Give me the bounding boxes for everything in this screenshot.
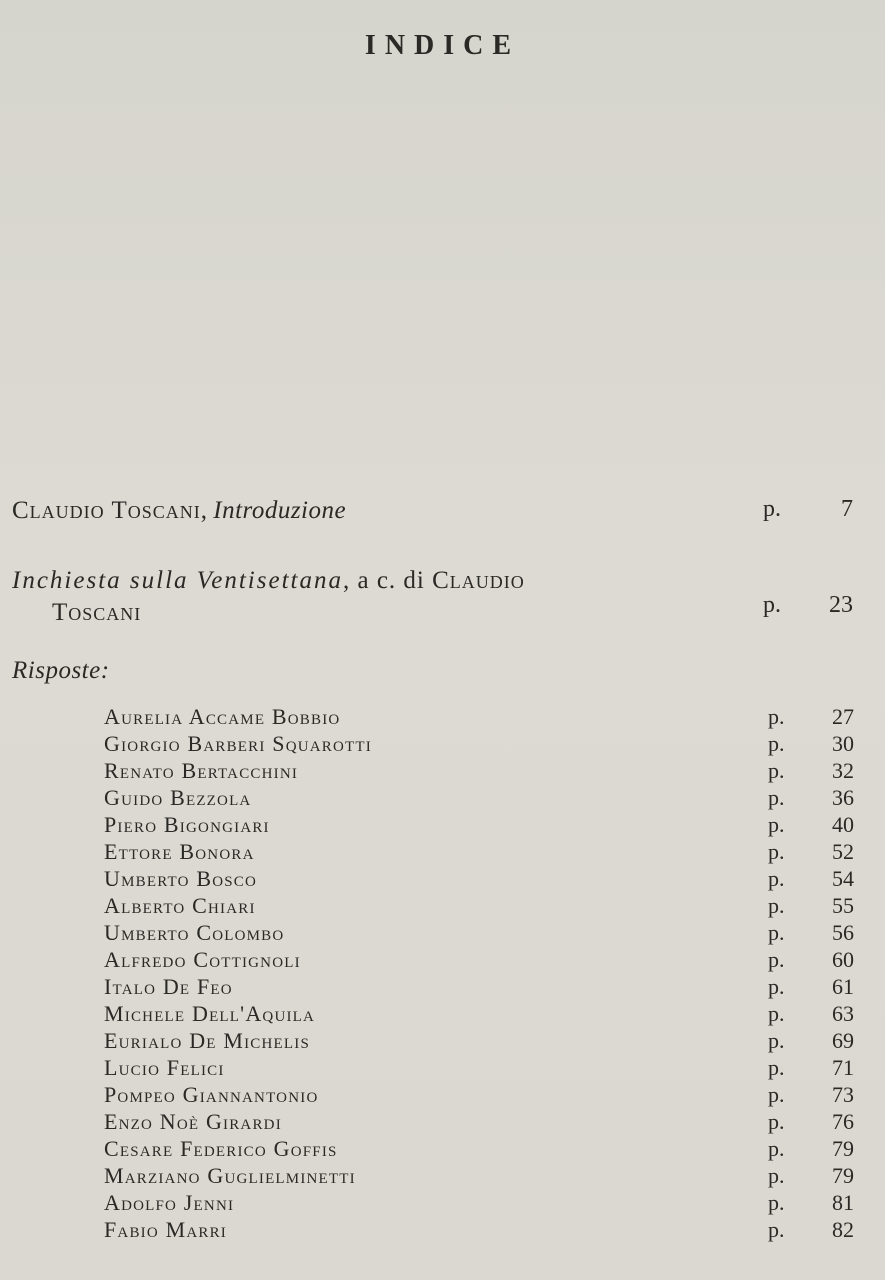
list-item [104, 1135, 854, 1162]
list-item [104, 946, 854, 973]
list-item [104, 1162, 854, 1189]
entry-page-ref [768, 811, 854, 838]
responses-list [104, 703, 854, 1243]
page-prefix: p. [763, 496, 781, 522]
entry-page-ref [768, 1135, 854, 1162]
page-number: 82 [832, 1217, 854, 1242]
entry-page-ref [768, 1162, 854, 1189]
entry-page-ref [768, 730, 854, 757]
page-prefix: p. [768, 1217, 785, 1242]
entry-work: Introduzione [213, 497, 347, 524]
page-number: 73 [832, 1082, 854, 1107]
respondent-name: Giorgio Barberi Squarotti [104, 731, 372, 756]
respondent-name: Lucio Felici [104, 1055, 225, 1080]
index-entry-inchiesta [12, 564, 852, 597]
respondent-name: Ettore Bonora [104, 839, 255, 864]
page-number: 63 [832, 1001, 854, 1026]
respondent-name: Alberto Chiari [104, 893, 256, 918]
page-prefix: p. [768, 1109, 785, 1134]
entry-page-ref [768, 946, 854, 973]
page-number: 56 [832, 920, 854, 945]
respondent-name: Piero Bigongiari [104, 812, 270, 837]
entry-middle: , a c. di [342, 567, 433, 594]
respondent-name: Cesare Federico Goffis [104, 1136, 338, 1161]
respondent-name: Renato Bertacchini [104, 758, 299, 783]
page-number: 76 [832, 1109, 854, 1134]
entry-page-ref [768, 703, 854, 730]
entry-page-ref [768, 784, 854, 811]
entry-page-ref [768, 1189, 854, 1216]
respondent-name: Michele Dell'Aquila [104, 1001, 316, 1026]
list-item [104, 811, 854, 838]
respondent-name: Pompeo Giannantonio [104, 1082, 319, 1107]
page-prefix: p. [768, 1028, 785, 1053]
page-prefix: p. [768, 893, 785, 918]
respondent-name: Eurialo De Michelis [104, 1028, 311, 1053]
page-number: 60 [832, 947, 854, 972]
page-prefix: p. [768, 1163, 785, 1188]
page-prefix: p. [768, 812, 785, 837]
page-number: 32 [832, 758, 854, 783]
page-prefix: p. [768, 758, 785, 783]
page-prefix: p. [768, 1190, 785, 1215]
page-prefix: p. [763, 592, 781, 618]
page-number: 36 [832, 785, 854, 810]
entry-author: Claudio [432, 567, 525, 594]
page-prefix: p. [768, 839, 785, 864]
respondent-name: Umberto Colombo [104, 920, 285, 945]
entry-page-ref [768, 1216, 854, 1243]
list-item [104, 865, 854, 892]
page-number: 55 [832, 893, 854, 918]
respondent-name: Aurelia Accame Bobbio [104, 704, 341, 729]
respondent-name: Marziano Guglielminetti [104, 1163, 356, 1188]
respondent-name: Enzo Noè Girardi [104, 1109, 282, 1134]
respondent-name: Alfredo Cottignoli [104, 947, 301, 972]
entry-page-ref [768, 865, 854, 892]
entry-page-ref [763, 592, 853, 619]
page-number: 30 [832, 731, 854, 756]
respondent-name: Italo De Feo [104, 974, 233, 999]
list-item [104, 1081, 854, 1108]
index-entry-introduction [12, 494, 852, 527]
respondent-name: Adolfo Jenni [104, 1190, 235, 1215]
list-item [104, 703, 854, 730]
page-prefix: p. [768, 731, 785, 756]
list-item [104, 1216, 854, 1243]
page-prefix: p. [768, 866, 785, 891]
page-number: 71 [832, 1055, 854, 1080]
page-number: 27 [832, 704, 854, 729]
list-item [104, 757, 854, 784]
entry-page-ref [768, 1027, 854, 1054]
entry-separator: , [200, 497, 214, 524]
entry-page-ref [768, 757, 854, 784]
list-item [104, 1000, 854, 1027]
entry-page-ref [768, 1054, 854, 1081]
page-number: 69 [832, 1028, 854, 1053]
list-item [104, 784, 854, 811]
entry-page-ref [768, 1108, 854, 1135]
entry-page-ref [763, 496, 853, 523]
entry-work: Inchiesta sulla Ventisettana [12, 567, 343, 594]
page-prefix: p. [768, 1001, 785, 1026]
list-item [104, 1027, 854, 1054]
page-prefix: p. [768, 947, 785, 972]
page-number: 79 [832, 1163, 854, 1188]
page-number: 23 [829, 592, 853, 618]
entry-page-ref [768, 838, 854, 865]
respondent-name: Umberto Bosco [104, 866, 258, 891]
list-item [104, 1054, 854, 1081]
list-item [104, 919, 854, 946]
page-number: 7 [841, 496, 853, 522]
entry-author: Claudio Toscani [12, 497, 201, 524]
list-item [104, 1189, 854, 1216]
list-item [104, 892, 854, 919]
entry-page-ref [768, 1000, 854, 1027]
respondent-name: Fabio Marri [104, 1217, 227, 1242]
page-prefix: p. [768, 1136, 785, 1161]
page-prefix: p. [768, 920, 785, 945]
page-number: 40 [832, 812, 854, 837]
entry-page-ref [768, 973, 854, 1000]
index-entry-inchiesta-cont [52, 596, 885, 629]
page-prefix: p. [768, 704, 785, 729]
list-item [104, 730, 854, 757]
list-item [104, 838, 854, 865]
entry-page-ref [768, 919, 854, 946]
entry-author-cont: Toscani [52, 599, 142, 626]
page-prefix: p. [768, 1082, 785, 1107]
page-number: 79 [832, 1136, 854, 1161]
page-number: 52 [832, 839, 854, 864]
entry-page-ref [768, 1081, 854, 1108]
page-prefix: p. [768, 785, 785, 810]
page-number: 61 [832, 974, 854, 999]
page-number: 81 [832, 1190, 854, 1215]
page-prefix: p. [768, 1055, 785, 1080]
list-item [104, 973, 854, 1000]
responses-heading: Risposte: [12, 657, 110, 684]
page-number: 54 [832, 866, 854, 891]
page-prefix: p. [768, 974, 785, 999]
page-title: INDICE [364, 30, 521, 61]
list-item [104, 1108, 854, 1135]
respondent-name: Guido Bezzola [104, 785, 252, 810]
entry-page-ref [768, 892, 854, 919]
